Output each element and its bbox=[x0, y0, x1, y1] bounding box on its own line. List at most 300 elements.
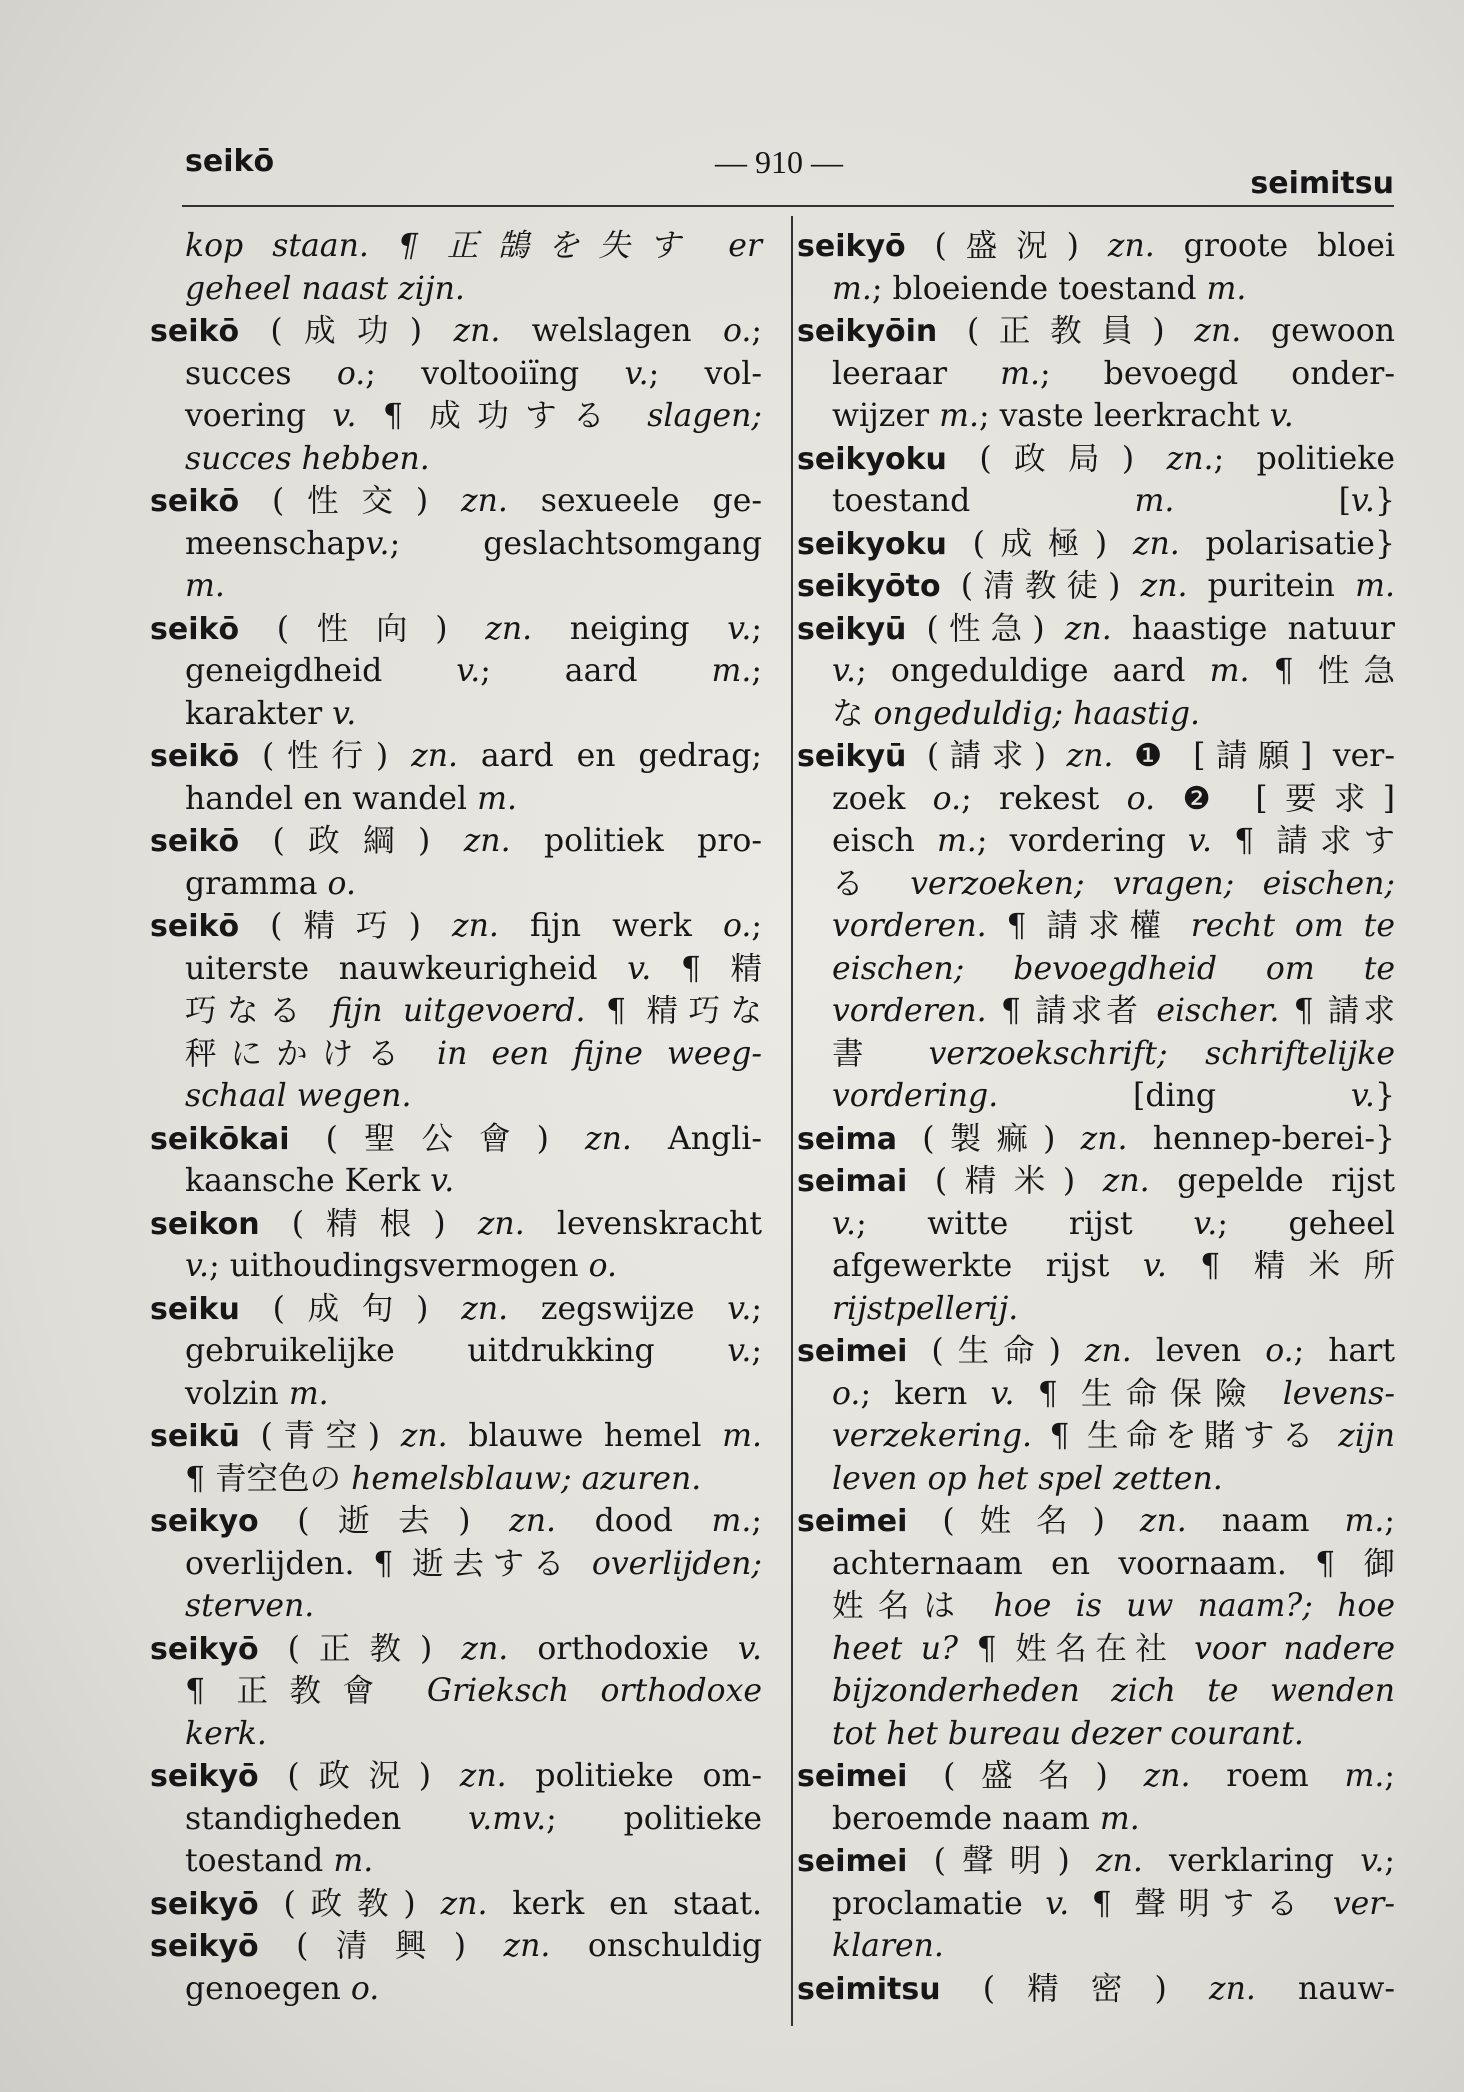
entry-text: zn. bbox=[1132, 525, 1180, 562]
entry-text: (精米) bbox=[907, 1163, 1103, 1199]
entry-text: zn. bbox=[1064, 610, 1112, 647]
entry-text: wijzer bbox=[832, 398, 940, 434]
entry-text: voering bbox=[185, 398, 333, 434]
entry-text: (性行) bbox=[239, 738, 412, 774]
entry-line bbox=[797, 608, 1395, 651]
entry-line bbox=[150, 1925, 762, 1968]
entry-text: fijn werk bbox=[498, 908, 723, 944]
entry-text: ; hart bbox=[1293, 1333, 1396, 1369]
entry-line bbox=[150, 1798, 762, 1841]
entry-line bbox=[797, 1373, 1395, 1416]
entry-text: v. bbox=[1142, 1248, 1167, 1284]
headword: seikō bbox=[150, 314, 240, 349]
entry-text: ¶ 請求權 bbox=[986, 908, 1191, 944]
entry-text: v. bbox=[365, 525, 390, 562]
entry-text: ; bbox=[751, 1333, 762, 1369]
entry-text: kop staan. ¶ 正鵠を失す bbox=[185, 228, 729, 264]
entry-text: o. bbox=[327, 865, 356, 902]
entry-text: genoegen bbox=[185, 1970, 351, 2007]
entry-line bbox=[797, 395, 1395, 438]
entry-text: welslagen bbox=[500, 313, 723, 349]
entry-line bbox=[797, 1288, 1395, 1331]
entry-line bbox=[150, 1245, 762, 1288]
entry-text: zoek bbox=[832, 780, 933, 817]
entry-line bbox=[150, 1840, 762, 1883]
entry-text: overlijden; bbox=[591, 1545, 762, 1582]
entry-text: v. bbox=[832, 653, 857, 689]
entry-text: (生命) bbox=[907, 1333, 1085, 1369]
entry-text: o. bbox=[1126, 780, 1156, 817]
entry-text: puritein bbox=[1187, 568, 1356, 604]
entry-text: succes hebben. bbox=[185, 440, 430, 477]
entry-text: v. bbox=[1350, 483, 1375, 519]
entry-text: haastige natuur bbox=[1111, 610, 1395, 647]
entry-text: kerk. bbox=[185, 1715, 267, 1752]
entry-text: v. bbox=[332, 695, 357, 732]
headword: seikyo bbox=[150, 1504, 259, 1539]
entry-text: slagen; bbox=[647, 398, 762, 434]
entry-line bbox=[797, 1628, 1395, 1671]
entry-text: ¶ 精 bbox=[651, 950, 762, 987]
entry-text: zn. bbox=[461, 1630, 509, 1667]
headword: seikō bbox=[150, 739, 240, 774]
entry-text: zn. bbox=[503, 1928, 551, 1964]
entry-text: toestand bbox=[832, 483, 1135, 519]
entry-text: ; ongeduldige aard bbox=[856, 653, 1210, 689]
entry-line bbox=[150, 820, 762, 863]
entry-line bbox=[150, 1755, 762, 1798]
entry-text: politieke om- bbox=[506, 1758, 762, 1794]
headword: seikyoku bbox=[797, 441, 947, 477]
entry-text: m. bbox=[1344, 1758, 1385, 1794]
entry-line bbox=[150, 1968, 762, 2011]
entry-line bbox=[150, 480, 762, 523]
entry-line bbox=[797, 268, 1395, 311]
entry-text: meenschap bbox=[185, 525, 366, 562]
headword: seikyū bbox=[797, 739, 907, 774]
entry-line bbox=[797, 650, 1395, 693]
entry-text: ¶ 請求す bbox=[1211, 823, 1395, 859]
headword: seikyōto bbox=[797, 569, 941, 604]
entry-line bbox=[797, 1245, 1395, 1288]
entry-text: Grieksch orthodoxe bbox=[426, 1673, 762, 1709]
entry-text: (製痲) bbox=[897, 1120, 1081, 1157]
entry-line bbox=[797, 1713, 1395, 1756]
entry-text: geneigdheid bbox=[185, 653, 457, 689]
entry-text: gepelde rijst bbox=[1149, 1163, 1395, 1199]
entry-text: zijn bbox=[1338, 1418, 1395, 1454]
entry-text: (請求) bbox=[906, 738, 1067, 774]
entry-text: o. bbox=[588, 1248, 617, 1284]
entry-text: m. bbox=[1099, 1800, 1140, 1837]
entry-text: (正教員) bbox=[937, 313, 1195, 349]
entry-line bbox=[150, 1585, 762, 1628]
entry-text: leven op het spel zetten. bbox=[832, 1460, 1223, 1497]
entry-text: (成句) bbox=[239, 1290, 462, 1327]
entry-text: v.mv. bbox=[468, 1800, 547, 1837]
entry-text: hennep-berei-} bbox=[1127, 1120, 1396, 1157]
entry-text: m. bbox=[936, 823, 977, 859]
entry-text: vordering. bbox=[832, 1078, 999, 1114]
running-header bbox=[185, 136, 1394, 206]
entry-line bbox=[797, 905, 1395, 948]
entry-text: ¶ 精巧な bbox=[585, 993, 762, 1029]
entry-line bbox=[150, 225, 762, 268]
entry-text: ; vol- bbox=[648, 355, 762, 392]
entry-text: ¶ 精米所 bbox=[1166, 1248, 1395, 1284]
headword: seimitsu bbox=[797, 1971, 941, 2007]
entry-text: m. bbox=[1344, 1503, 1385, 1539]
entry-text: ¶ 成功する bbox=[356, 398, 648, 434]
entry-text: (性向) bbox=[239, 610, 486, 647]
entry-text: (成極) bbox=[946, 525, 1133, 562]
entry-text: zn. bbox=[1102, 1163, 1150, 1199]
entry-text: zn. bbox=[463, 823, 511, 859]
entry-text: ; vaste leerkracht bbox=[979, 398, 1270, 434]
entry-text: v. bbox=[1360, 1843, 1385, 1879]
entry-line bbox=[150, 1628, 762, 1671]
entry-text: karakter bbox=[185, 695, 333, 732]
entry-line bbox=[150, 905, 762, 948]
entry-text: toestand bbox=[185, 1843, 334, 1879]
entry-line bbox=[150, 438, 762, 481]
entry-text: ; bbox=[751, 313, 762, 349]
entry-line bbox=[150, 608, 762, 651]
headword: seikū bbox=[150, 1419, 240, 1454]
entry-text: leven bbox=[1131, 1333, 1266, 1369]
entry-text: fijn uitgevoerd. bbox=[331, 993, 586, 1029]
entry-line bbox=[150, 1713, 762, 1756]
headword: seikōkai bbox=[150, 1121, 290, 1157]
entry-text: ¶ 性急 bbox=[1249, 653, 1395, 689]
entry-text: o. bbox=[1265, 1333, 1294, 1369]
entry-line bbox=[797, 565, 1395, 608]
entry-text: ¶ 青空色の bbox=[185, 1460, 352, 1497]
entry-text: (盛名) bbox=[907, 1758, 1144, 1794]
entry-text: v. bbox=[1193, 1205, 1218, 1242]
entry-line bbox=[797, 1160, 1395, 1203]
entry-line bbox=[150, 565, 762, 608]
entry-line bbox=[150, 948, 762, 991]
entry-text: ; politieke bbox=[1213, 440, 1395, 477]
entry-text: v. bbox=[727, 1290, 752, 1327]
entry-text: blauwe hemel bbox=[447, 1418, 723, 1454]
entry-text: levens- bbox=[1282, 1375, 1395, 1412]
entry-line bbox=[797, 1840, 1395, 1883]
entry-text: polarisatie} bbox=[1179, 525, 1395, 562]
entry-text: zn. bbox=[1095, 1843, 1143, 1879]
entry-text: zn. bbox=[400, 1418, 448, 1454]
column-divider bbox=[791, 216, 793, 2026]
entry-text: (青空) bbox=[239, 1418, 401, 1454]
entry-text: 秤にかける bbox=[185, 1035, 438, 1072]
entry-text: zn. bbox=[453, 313, 501, 349]
entry-text: eischen; bevoegdheid om te bbox=[832, 950, 1395, 987]
entry-text: [ding bbox=[998, 1078, 1351, 1114]
entry-text: bijzonderheden zich te wenden bbox=[832, 1673, 1395, 1709]
entry-text: m. bbox=[288, 1375, 329, 1412]
entry-line bbox=[797, 990, 1395, 1033]
entry-line bbox=[150, 395, 762, 438]
entry-text: ; bbox=[751, 653, 763, 689]
entry-text: v. bbox=[1045, 1885, 1070, 1922]
entry-text: ; aard bbox=[480, 653, 712, 689]
entry-text: (姓名) bbox=[907, 1503, 1140, 1539]
entry-text: er bbox=[728, 228, 762, 264]
entry-text: onschuldig bbox=[550, 1928, 763, 1964]
entry-text: zegswijze bbox=[508, 1290, 728, 1327]
entry-text: standigheden bbox=[185, 1800, 469, 1837]
entry-text: る bbox=[832, 865, 911, 902]
entry-text: verklaring bbox=[1142, 1843, 1361, 1879]
entry-text: m. bbox=[939, 398, 980, 434]
entry-text: ; bloeiende toestand bbox=[871, 270, 1207, 307]
entry-text: m. bbox=[711, 653, 752, 689]
entry-text: (政局) bbox=[946, 440, 1167, 477]
headword: seikō bbox=[150, 611, 240, 647]
entry-line bbox=[797, 693, 1395, 736]
entry-line bbox=[797, 1075, 1395, 1118]
entry-line bbox=[150, 268, 762, 311]
entry-line bbox=[797, 820, 1395, 863]
entry-text: ¶ 生命保險 bbox=[1014, 1375, 1283, 1412]
entry-text: v. bbox=[332, 398, 357, 434]
entry-line bbox=[797, 1585, 1395, 1628]
entry-text: (精巧) bbox=[239, 908, 452, 944]
entry-text: ; bbox=[1384, 1758, 1395, 1794]
entry-text: ; bbox=[1384, 1843, 1395, 1879]
entry-text: 姓名は bbox=[832, 1588, 994, 1624]
page-number: — 910 — bbox=[715, 144, 843, 180]
entry-text: ; bbox=[751, 908, 762, 944]
entry-text: } bbox=[1374, 1078, 1395, 1114]
entry-text: in een fijne weeg- bbox=[437, 1035, 762, 1072]
entry-line bbox=[150, 353, 762, 396]
entry-text: m. bbox=[185, 568, 225, 604]
entry-text: ; bbox=[751, 1503, 762, 1539]
entry-text: zn. bbox=[477, 1205, 525, 1242]
entry-text: verzekering. bbox=[832, 1418, 1033, 1454]
headword: seikon bbox=[150, 1206, 260, 1242]
entry-text: ; voltooiïng bbox=[365, 355, 625, 392]
entry-line bbox=[150, 1118, 762, 1161]
entry-text: (盛況) bbox=[905, 228, 1108, 264]
entry-text: gramma bbox=[185, 865, 328, 902]
entry-text: zn. bbox=[440, 1885, 488, 1922]
entry-text: m. bbox=[722, 1418, 762, 1454]
entry-text: gewoon bbox=[1241, 313, 1396, 349]
entry-text: o. bbox=[932, 780, 962, 817]
headword: seimei bbox=[797, 1334, 908, 1369]
entry-text: o. bbox=[336, 355, 366, 392]
entry-line bbox=[797, 1925, 1395, 1968]
entry-text: ; vordering bbox=[976, 823, 1188, 859]
entry-text: Angli- bbox=[631, 1120, 762, 1157]
entry-line bbox=[797, 353, 1395, 396]
entry-text: vorderen. bbox=[832, 993, 987, 1029]
entry-text: (聖公會) bbox=[289, 1120, 586, 1157]
entry-text: vorderen. bbox=[832, 908, 987, 944]
entry-text: ¶ 生命を賭する bbox=[1032, 1418, 1339, 1454]
entry-line bbox=[797, 1330, 1395, 1373]
entry-text: zn. bbox=[1166, 440, 1214, 477]
entry-line bbox=[150, 1033, 762, 1076]
entry-text: v. bbox=[627, 950, 652, 987]
entry-text: eischer. bbox=[1156, 993, 1280, 1029]
headword: seimei bbox=[797, 1759, 908, 1794]
entry-text: (性急) bbox=[906, 610, 1065, 647]
entry-text: zn. bbox=[461, 1290, 509, 1327]
headword: seikō bbox=[150, 484, 240, 519]
entry-text: ❷ [要求] bbox=[1155, 780, 1395, 817]
entry-text: v. bbox=[737, 1630, 762, 1667]
entry-text: zn. bbox=[585, 1120, 632, 1157]
entry-line bbox=[150, 735, 762, 778]
entry-text: zn. bbox=[461, 483, 508, 519]
headword: seikyōin bbox=[797, 314, 938, 349]
entry-line bbox=[797, 1203, 1395, 1246]
entry-line bbox=[150, 523, 762, 566]
entry-line bbox=[797, 1670, 1395, 1713]
entry-text: (聲明) bbox=[907, 1843, 1096, 1879]
entry-text: (清教徒) bbox=[940, 568, 1141, 604]
entry-text: (精密) bbox=[940, 1970, 1209, 2007]
entry-text: (政綱) bbox=[239, 823, 464, 859]
entry-text: 巧なる bbox=[185, 993, 332, 1029]
entry-text: v. bbox=[1269, 398, 1294, 434]
entry-text: ¶ 請求者 bbox=[986, 993, 1157, 1029]
entry-text: m. bbox=[1000, 355, 1040, 392]
entry-text: m. bbox=[1209, 653, 1250, 689]
headword: seimai bbox=[797, 1164, 908, 1199]
entry-text: ver- bbox=[1332, 1885, 1395, 1922]
entry-line bbox=[797, 1033, 1395, 1076]
entry-line bbox=[150, 863, 762, 906]
entry-line bbox=[797, 1543, 1395, 1586]
entry-text: zn. bbox=[1139, 1503, 1187, 1539]
entry-text: ; kern bbox=[860, 1375, 991, 1412]
headword: seimei bbox=[797, 1504, 908, 1539]
entry-text: zn. bbox=[459, 1758, 507, 1794]
entry-line bbox=[797, 1118, 1395, 1161]
entry-line bbox=[797, 948, 1395, 991]
entry-text: ❶ [請願] ver- bbox=[1113, 738, 1396, 774]
entry-line bbox=[797, 863, 1395, 906]
entry-line bbox=[150, 1458, 762, 1501]
entry-text: o. bbox=[722, 908, 752, 944]
entry-line bbox=[797, 480, 1395, 523]
entry-text: afgewerkte rijst bbox=[832, 1248, 1143, 1284]
entry-line bbox=[150, 1543, 762, 1586]
entry-line bbox=[150, 1330, 762, 1373]
entry-text: eisch bbox=[832, 823, 937, 859]
entry-text: klaren. bbox=[832, 1928, 944, 1964]
headword: seima bbox=[797, 1121, 897, 1157]
entry-line bbox=[797, 1415, 1395, 1458]
entry-line bbox=[150, 1203, 762, 1246]
entry-text: overlijden. ¶ 逝去する bbox=[185, 1545, 592, 1582]
entry-line bbox=[150, 1075, 762, 1118]
entry-line bbox=[797, 1883, 1395, 1926]
entry-text: ; bbox=[751, 610, 762, 647]
entry-text: schaal wegen. bbox=[185, 1078, 412, 1114]
entry-text: ; bbox=[751, 1290, 762, 1327]
entry-text: leeraar bbox=[832, 355, 1001, 392]
headword: seikyō bbox=[150, 1929, 259, 1964]
entry-text: voor nadere bbox=[1194, 1630, 1395, 1667]
entry-text: (逝去) bbox=[258, 1503, 510, 1539]
entry-line bbox=[150, 778, 762, 821]
right-column bbox=[797, 225, 1395, 2010]
entry-line bbox=[797, 1755, 1395, 1798]
headword: seimei bbox=[797, 1844, 908, 1879]
headword: seikyō bbox=[797, 229, 906, 264]
entry-text: ; politieke bbox=[546, 1800, 762, 1837]
entry-text: 書 bbox=[832, 1035, 929, 1072]
entry-text: recht om te bbox=[1190, 908, 1395, 944]
headword: seikyoku bbox=[797, 526, 947, 562]
header-first-word: seikō bbox=[185, 144, 275, 179]
entry-text: hoe is uw naam?; hoe bbox=[993, 1588, 1395, 1624]
entry-text: v. bbox=[185, 1248, 210, 1284]
entry-text: v. bbox=[1187, 823, 1212, 859]
entry-line bbox=[150, 650, 762, 693]
entry-line bbox=[797, 1458, 1395, 1501]
entry-text: m. bbox=[1134, 483, 1175, 519]
entry-text: zn. bbox=[451, 908, 499, 944]
entry-text: な bbox=[832, 695, 874, 732]
entry-text: ¶ 姓名在社 bbox=[958, 1630, 1195, 1667]
entry-text: ; rekest bbox=[961, 780, 1127, 817]
entry-text: zn. bbox=[1107, 228, 1155, 264]
entry-text: o. bbox=[832, 1375, 861, 1412]
entry-text: zn. bbox=[1066, 738, 1114, 774]
entry-text: nauw- bbox=[1255, 1970, 1395, 2007]
entry-text: zn. bbox=[411, 738, 458, 774]
entry-text: ¶ 聲明する bbox=[1069, 1885, 1333, 1922]
entry-text: m. bbox=[1206, 270, 1247, 307]
entry-text: ; bbox=[1384, 1503, 1395, 1539]
entry-text: (清興) bbox=[258, 1928, 504, 1964]
entry-text: orthodoxie bbox=[508, 1630, 738, 1667]
entry-line bbox=[150, 1288, 762, 1331]
entry-text: v. bbox=[430, 1163, 455, 1199]
entry-text: zn. bbox=[509, 1503, 557, 1539]
entry-text: v. bbox=[1350, 1078, 1375, 1114]
entry-text: m. bbox=[832, 270, 872, 307]
entry-text: tot het bureau dezer courant. bbox=[832, 1715, 1304, 1752]
entry-text: handel en wandel bbox=[185, 780, 478, 817]
entry-text: ongeduldig; haastig. bbox=[873, 695, 1201, 732]
entry-text: m. bbox=[477, 780, 518, 817]
entry-text: achternaam en voornaam. ¶ 御 bbox=[832, 1545, 1395, 1582]
entry-text: kaansche Kerk bbox=[185, 1163, 431, 1199]
entry-text: v. bbox=[456, 653, 481, 689]
entry-line bbox=[797, 438, 1395, 481]
entry-text: gebruikelijke uitdrukking bbox=[185, 1333, 728, 1369]
entry-text: o. bbox=[350, 1970, 380, 2007]
entry-text: succes bbox=[185, 355, 337, 392]
entry-text: politiek pro- bbox=[510, 823, 762, 859]
entry-line bbox=[150, 1415, 762, 1458]
entry-text: zn. bbox=[1208, 1970, 1256, 2007]
entry-text: naam bbox=[1186, 1503, 1345, 1539]
entry-line bbox=[797, 735, 1395, 778]
entry-text: groote bloei bbox=[1154, 228, 1395, 264]
left-column bbox=[150, 225, 762, 2010]
entry-text: ; witte rijst bbox=[856, 1205, 1194, 1242]
entry-text: v. bbox=[727, 1333, 752, 1369]
